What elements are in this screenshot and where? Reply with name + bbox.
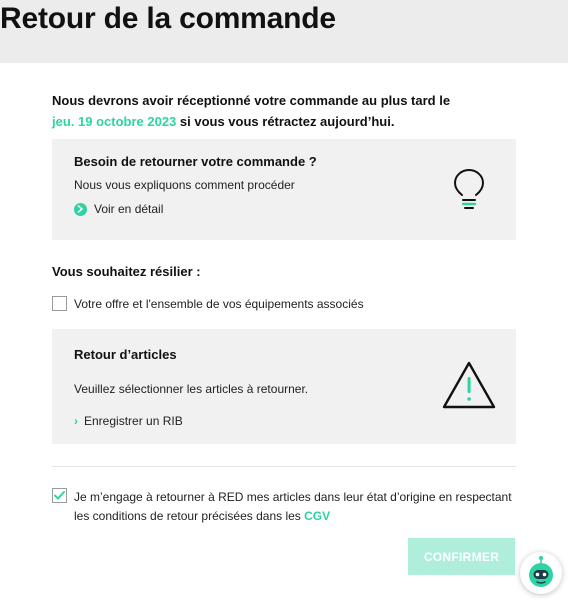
engagement-checkbox[interactable] bbox=[52, 488, 67, 503]
return-title: Retour d’articles bbox=[74, 347, 177, 362]
cancellation-title: Vous souhaitez résilier : bbox=[52, 264, 201, 279]
register-rib-link[interactable] bbox=[74, 414, 183, 428]
divider bbox=[52, 466, 516, 467]
page-header bbox=[0, 0, 568, 63]
cancel-offer-label: Votre offre et l'ensemble de vos équipements associés bbox=[74, 296, 364, 311]
engagement-text bbox=[74, 488, 524, 526]
cancel-offer-checkbox-row[interactable] bbox=[52, 296, 364, 311]
engagement-label: Je m’engage à retourner à RED mes articles dans leur état d’origine en respectant les conditions de retour précisées dans les bbox=[74, 490, 512, 523]
register-rib-label: Enregistrer un RIB bbox=[84, 414, 183, 428]
see-details-label: Voir en détail bbox=[94, 202, 164, 216]
warning-icon bbox=[441, 360, 497, 415]
return-text: Veuillez sélectionner les articles à retourner. bbox=[74, 382, 309, 396]
cancel-offer-checkbox[interactable] bbox=[52, 296, 67, 311]
deadline-text-end: si vous vous rétractez aujourd’hui. bbox=[176, 114, 395, 129]
cgv-link[interactable]: CGV bbox=[304, 509, 331, 523]
robot-icon bbox=[520, 552, 562, 594]
deadline-text: Nous devrons avoir réceptionné votre commande au plus tard le bbox=[52, 93, 451, 108]
see-details-link[interactable] bbox=[74, 202, 163, 216]
confirm-button[interactable]: CONFIRMER bbox=[408, 538, 515, 575]
chevron-right-icon: › bbox=[74, 414, 78, 428]
page-title: Retour de la commande bbox=[0, 2, 336, 35]
lightbulb-icon bbox=[453, 169, 485, 216]
help-title: Besoin de retourner votre commande ? bbox=[74, 154, 317, 169]
return-help-panel bbox=[52, 139, 516, 240]
chevron-right-icon bbox=[74, 203, 87, 216]
deadline-date: jeu. 19 octobre 2023 bbox=[52, 114, 177, 129]
checkmark-icon bbox=[54, 491, 65, 500]
help-text: Nous vous expliquons comment procéder bbox=[74, 178, 295, 192]
chatbot-button[interactable] bbox=[520, 552, 562, 594]
return-deadline-notice bbox=[52, 90, 522, 132]
article-return-panel bbox=[52, 329, 516, 444]
